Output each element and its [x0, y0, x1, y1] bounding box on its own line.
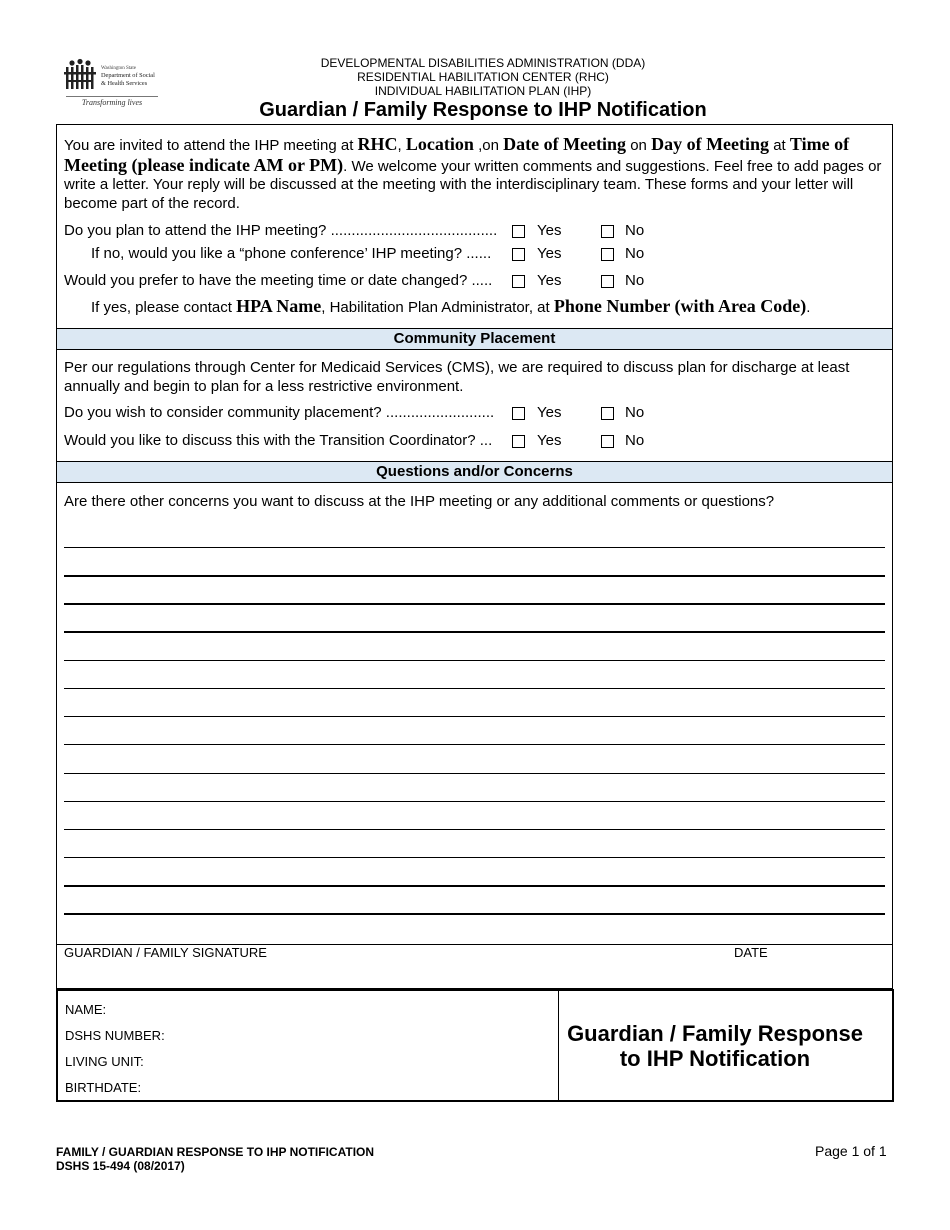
comment-line[interactable] [64, 688, 885, 689]
living-unit-field-label: LIVING UNIT: [65, 1054, 144, 1069]
comment-line[interactable] [64, 547, 885, 548]
yes-label: Yes [537, 432, 562, 449]
logo-tagline: Transforming lives [66, 96, 158, 107]
contact-line: If yes, please contact HPA Name, Habilitation Plan Administrator, at Phone Number (with Area Code). [91, 296, 811, 316]
community-yes-checkbox[interactable] [512, 407, 525, 420]
transition-no-checkbox[interactable] [601, 435, 614, 448]
question-attend: Do you plan to attend the IHP meeting? ........................................ [64, 222, 498, 239]
logo-agency-2: & Health Services [101, 80, 148, 87]
community-placement-heading: Community Placement [57, 328, 892, 350]
attend-yes-checkbox[interactable] [512, 225, 525, 238]
comment-line[interactable] [64, 885, 885, 887]
comment-line[interactable] [64, 829, 885, 830]
question-change-time: Would you prefer to have the meeting time or date changed? ..... [64, 272, 493, 289]
comment-line[interactable] [64, 660, 885, 661]
comment-line[interactable] [64, 913, 885, 915]
transition-yes-checkbox[interactable] [512, 435, 525, 448]
footer-form-name: FAMILY / GUARDIAN RESPONSE TO IHP NOTIFICATION [56, 1145, 375, 1159]
no-label: No [625, 222, 645, 239]
id-box-title: Guardian / Family Response to IHP Notification [567, 1021, 863, 1071]
question-transition-coordinator: Would you like to discuss this with the Transition Coordinator? ... [64, 432, 493, 449]
no-label: No [625, 245, 645, 262]
question-community-placement: Do you wish to consider community placement? .......................... [64, 404, 495, 421]
change-yes-checkbox[interactable] [512, 275, 525, 288]
comment-line[interactable] [64, 575, 885, 577]
page-title: Guardian / Family Response to IHP Notification [259, 99, 707, 121]
question-phone-conference: If no, would you like a “phone conference’ IHP meeting? ...... [91, 245, 492, 262]
community-paragraph: Per our regulations through Center for Medicaid Services (CMS), we are required to discuss plan for discharge at least annually and begin to plan for a less restrictive environment. [64, 359, 850, 395]
name-field-label: NAME: [65, 1002, 107, 1017]
signature-label: GUARDIAN / FAMILY SIGNATURE [64, 945, 267, 960]
yes-label: Yes [537, 272, 562, 289]
id-box-divider [558, 991, 559, 1100]
yes-label: Yes [537, 404, 562, 421]
attend-no-checkbox[interactable] [601, 225, 614, 238]
header-line-2: RESIDENTIAL HABILITATION CENTER (RHC) [357, 70, 609, 84]
no-label: No [625, 404, 645, 421]
invitation-paragraph: You are invited to attend the IHP meeting at RHC, Location ,on Date of Meeting on Day of Meeting at Time of Meeting (please indicate AM or PM). We welcome your written comments and suggestions. Feel free to add pages or write a letter. Your reply will be discussed at the meeting with the interdisciplinary team. These forms and your letter will become part of the record. [64, 134, 882, 212]
client-id-box [56, 989, 894, 1102]
header-line-1: DEVELOPMENTAL DISABILITIES ADMINISTRATION (DDA) [320, 56, 646, 70]
yes-label: Yes [537, 222, 562, 239]
logo-agency-1: Department of Social [101, 72, 155, 79]
day-placeholder: Day of Meeting [651, 134, 770, 154]
concerns-prompt: Are there other concerns you want to discuss at the IHP meeting or any additional comments or questions? [64, 493, 775, 510]
page-number: Page 1 of 1 [815, 1143, 887, 1159]
comment-line[interactable] [64, 857, 885, 858]
phone-no-checkbox[interactable] [601, 248, 614, 261]
comment-line[interactable] [64, 801, 885, 802]
no-label: No [625, 432, 645, 449]
date-placeholder: Date of Meeting [503, 134, 627, 154]
rhc-placeholder: RHC [357, 134, 398, 154]
questions-concerns-heading: Questions and/or Concerns [57, 461, 892, 483]
phone-yes-checkbox[interactable] [512, 248, 525, 261]
hpa-name-placeholder: HPA Name [236, 296, 322, 316]
logo-state: Washington State [101, 66, 137, 71]
community-no-checkbox[interactable] [601, 407, 614, 420]
time-placeholder: Time of Meeting (please indicate AM or PM) [64, 134, 850, 175]
yes-label: Yes [537, 245, 562, 262]
comment-line[interactable] [64, 773, 885, 774]
comment-line[interactable] [64, 631, 885, 633]
date-label: DATE [734, 945, 768, 960]
location-placeholder: Location [405, 134, 474, 154]
dshs-number-field-label: DSHS NUMBER: [65, 1028, 165, 1043]
phone-placeholder: Phone Number (with Area Code) [553, 296, 807, 316]
change-no-checkbox[interactable] [601, 275, 614, 288]
comment-line[interactable] [64, 716, 885, 717]
no-label: No [625, 272, 645, 289]
comment-line[interactable] [64, 744, 885, 745]
comment-line[interactable] [64, 603, 885, 605]
header-line-3: INDIVIDUAL HABILITATION PLAN (IHP) [374, 84, 592, 98]
footer-form-number: DSHS 15-494 (08/2017) [56, 1159, 185, 1173]
birthdate-field-label: BIRTHDATE: [65, 1080, 142, 1095]
